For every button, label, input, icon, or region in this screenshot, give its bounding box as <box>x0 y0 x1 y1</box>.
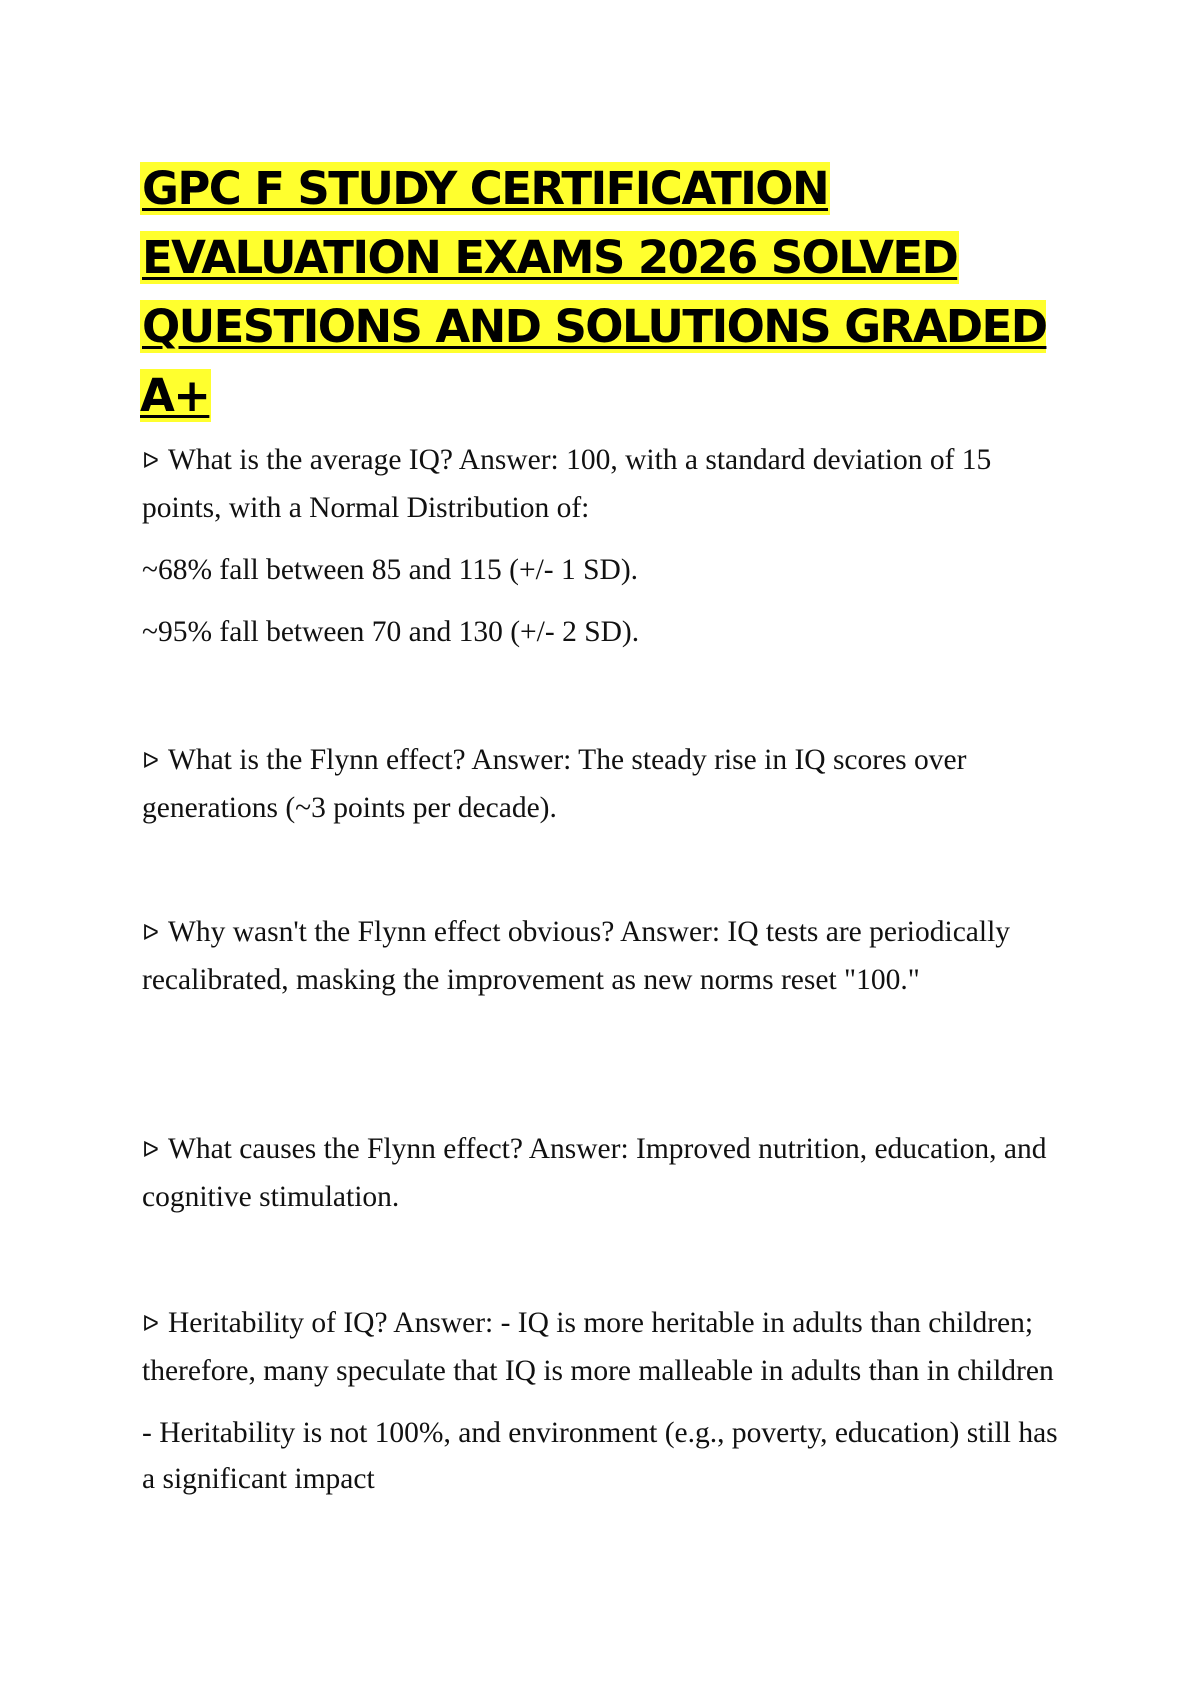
qa-item-flynn-causes <box>142 1126 1072 1220</box>
question-text: Why wasn't the Flynn effect obvious? Answer: IQ tests are periodically recalibrated, masking the improvement as new norms reset "100." <box>142 916 1011 996</box>
title-line: QUESTIONS AND SOLUTIONS GRADED A+ <box>140 300 1047 422</box>
question-paragraph <box>142 737 1072 831</box>
answer-detail: ~95% fall between 70 and 130 (+/- 2 SD). <box>142 616 640 648</box>
triangle-bullet-icon: ᐅ <box>142 1312 159 1337</box>
qa-item-flynn-effect <box>142 737 1072 831</box>
title-line: GPC F STUDY CERTIFICATION <box>142 162 829 215</box>
triangle-bullet-icon: ᐅ <box>142 921 159 946</box>
question-text: What is the Flynn effect? Answer: The steady rise in IQ scores over generations (~3 points per decade). <box>142 744 967 824</box>
question-text: What is the average IQ? Answer: 100, with a standard deviation of 15 points, with a Normal Distribution of: <box>142 444 992 524</box>
question-text: What causes the Flynn effect? Answer: Improved nutrition, education, and cognitive stimulation. <box>142 1133 1047 1213</box>
title-line: EVALUATION EXAMS 2026 SOLVED <box>142 231 958 284</box>
question-text: Heritability of IQ? Answer: - IQ is more heritable in adults than children; therefore, many speculate that IQ is more malleable in adults than in children <box>142 1307 1054 1387</box>
triangle-bullet-icon: ᐅ <box>142 449 159 474</box>
qa-item-heritability <box>142 1300 1072 1502</box>
question-paragraph <box>142 909 1072 1003</box>
answer-detail: - Heritability is not 100%, and environment (e.g., poverty, education) still has a significant impact <box>142 1417 1058 1495</box>
qa-item-flynn-not-obvious <box>142 909 1072 1003</box>
document-title <box>140 154 1080 430</box>
qa-item-average-iq <box>142 437 1072 655</box>
question-paragraph <box>142 437 1072 531</box>
triangle-bullet-icon: ᐅ <box>142 1138 159 1163</box>
triangle-bullet-icon: ᐅ <box>142 749 159 774</box>
question-paragraph <box>142 1126 1072 1220</box>
answer-detail: ~68% fall between 85 and 115 (+/- 1 SD). <box>142 554 639 586</box>
question-paragraph <box>142 1300 1072 1394</box>
